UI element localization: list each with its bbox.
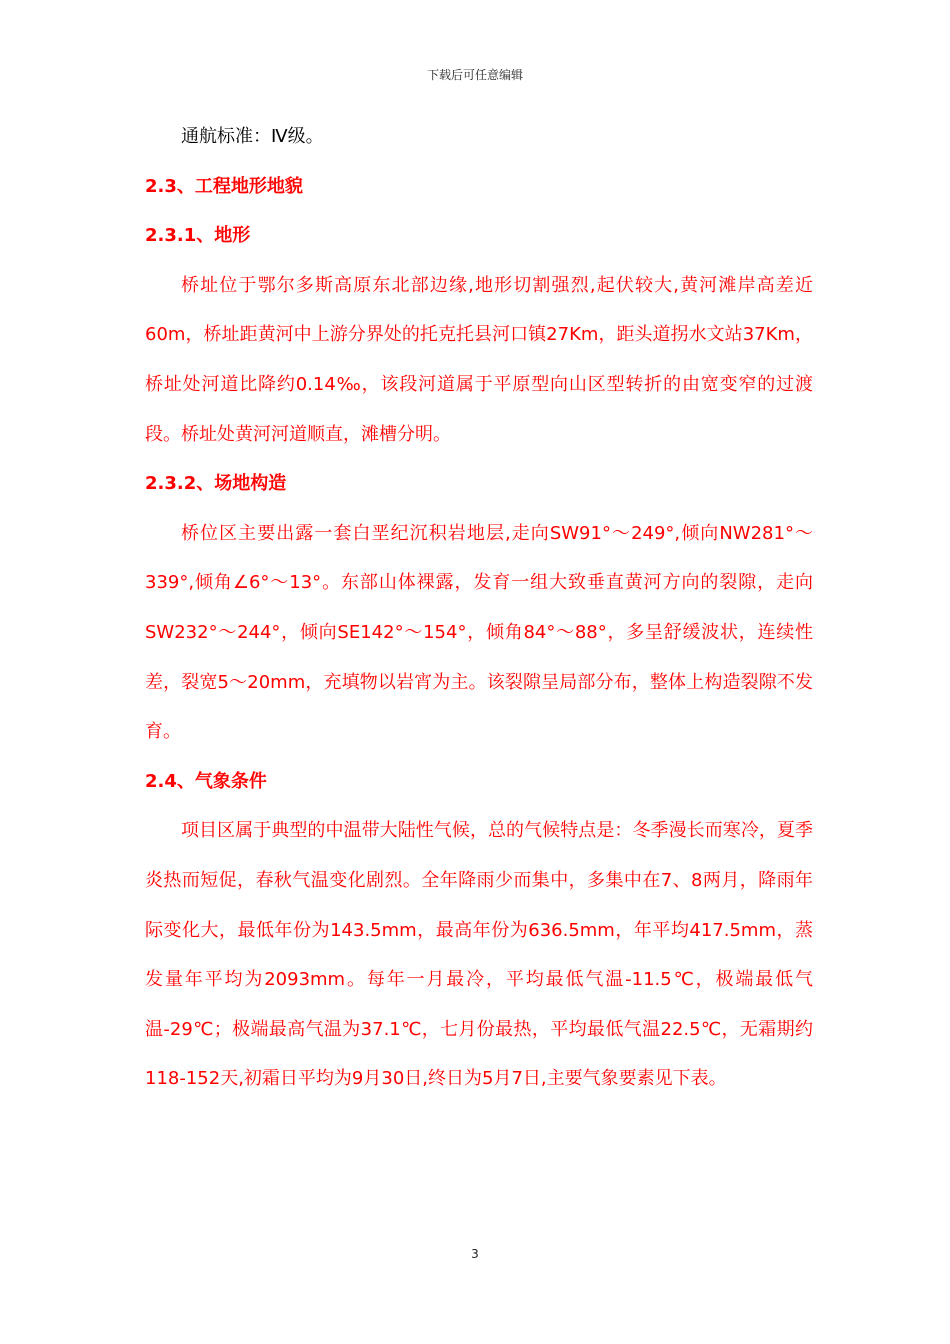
section-2-4-heading: 2.4、气象条件: [145, 770, 267, 792]
page-header: 下载后可任意编辑: [426, 68, 523, 82]
section-2-4-paragraph: 项目区属于典型的中温带大陆性气候，总的气候特点是：冬季漫长而寒冷，夏季炎热而短促，春秋气温变化剧烈。全年降雨少而集中，多集中在7、8两月，降雨年际变化大，最低年份为143.5mm，最高年份为636.5mm，年平均417.5mm，蒸发量年平均为2093mm。每年一月最冷，平均最低气温-11.5℃，极端最低气温-29℃；极端最高气温为37.1℃，七月份最热，平均最低气温22.5℃，无霜期约118-152天,初霜日平均为9月30日,终日为5月7日,主要气象要素见下表。: [145, 820, 813, 1090]
section-2-3-2-heading: 2.3.2、场地构造: [145, 473, 287, 495]
navigation-standard-line: 通航标准：Ⅳ级。: [181, 126, 324, 147]
section-2-3-heading: 2.3、工程地形地貌: [145, 175, 303, 197]
page-number: 3: [471, 1247, 479, 1261]
section-2-3-2-paragraph: 桥位区主要出露一套白垩纪沉积岩地层,走向SW91°～249°,倾向NW281°～339°,倾角∠6°～13°。东部山体裸露，发育一组大致垂直黄河方向的裂隙，走向SW232°～244°，倾向SE142°～154°，倾角84°～88°，多呈舒缓波状，连续性差，裂宽5～20mm，充填物以岩宵为主。该裂隙呈局部分布，整体上构造裂隙不发育。: [145, 522, 813, 743]
section-2-3-1-heading: 2.3.1、地形: [145, 225, 251, 247]
page-content: [145, 112, 813, 1104]
section-2-3-1-paragraph: 桥址位于鄂尔多斯高原东北部边缘,地形切割强烈,起伏较大,黄河滩岸高差近60m，桥址距黄河中上游分界处的托克托县河口镇27Km，距头道拐水文站37Km，桥址处河道比降约0.14‰，该段河道属于平原型向山区型转折的由宽变窄的过渡段。桥址处黄河河道顺直，滩槽分明。: [145, 274, 813, 445]
